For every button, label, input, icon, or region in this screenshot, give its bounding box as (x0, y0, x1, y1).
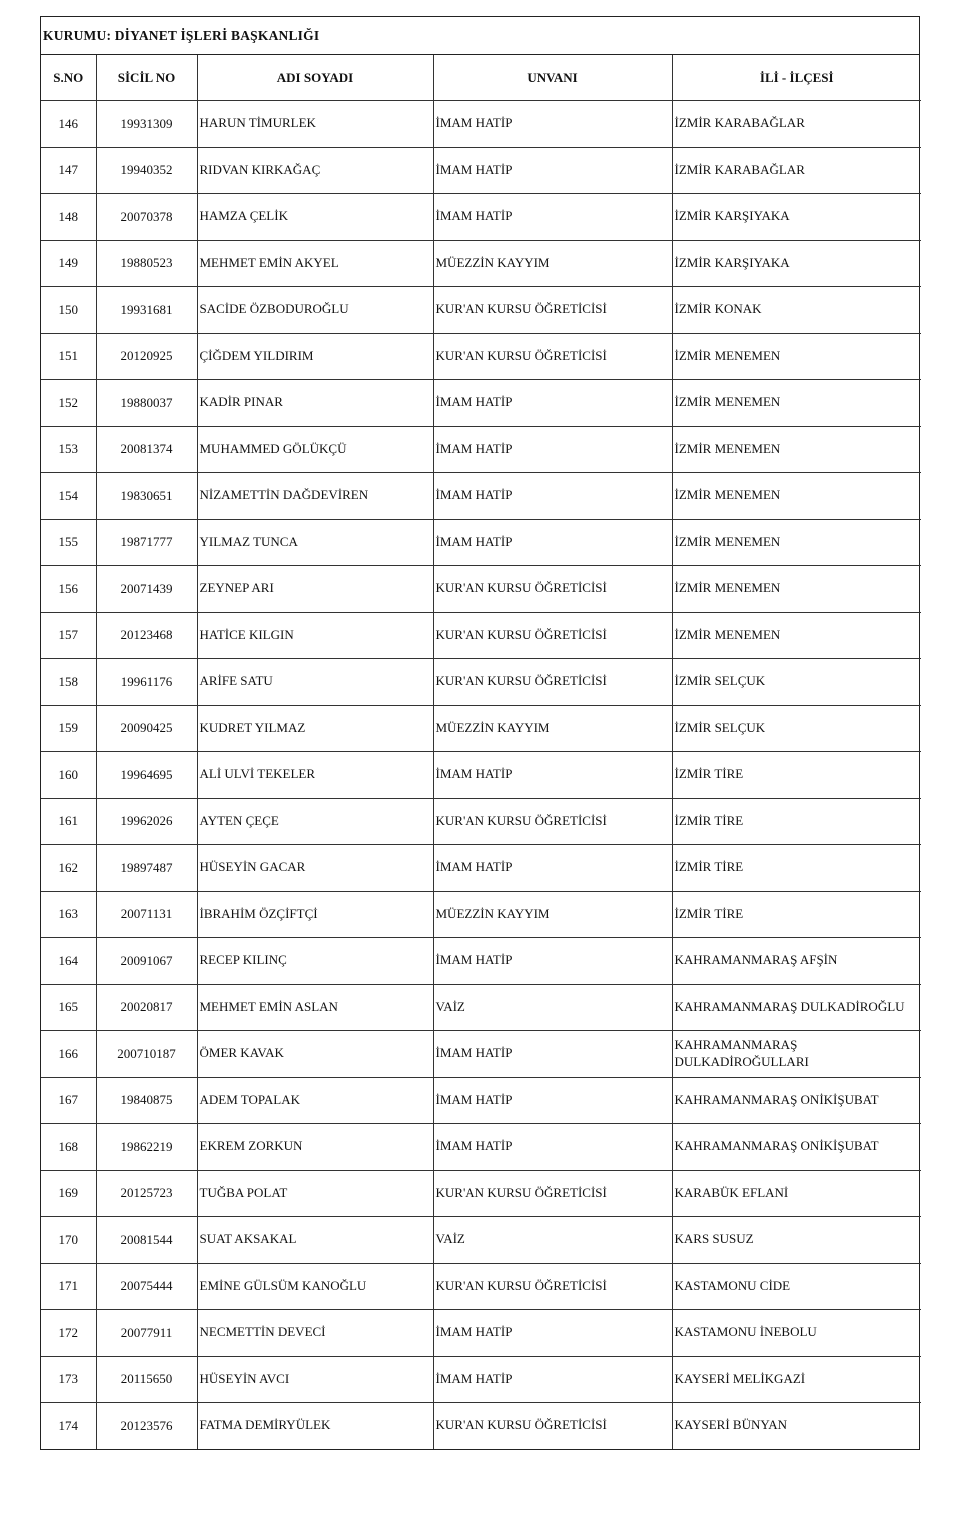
person-name: HAMZA ÇELİK (197, 194, 433, 241)
table-row (41, 1077, 921, 1124)
province-district: KASTAMONU CİDE (672, 1263, 921, 1310)
province-district: İZMİR TİRE (672, 845, 921, 892)
table-row (41, 938, 921, 985)
province-district: KAYSERİ BÜNYAN (672, 1403, 921, 1449)
column-header-sicil: SİCİL NO (96, 55, 197, 101)
job-title: İMAM HATİP (433, 752, 672, 799)
row-number: 160 (41, 752, 96, 799)
registry-number: 19862219 (96, 1124, 197, 1171)
job-title: İMAM HATİP (433, 194, 672, 241)
registry-number: 20071439 (96, 566, 197, 613)
table-row (41, 287, 921, 334)
row-number: 167 (41, 1077, 96, 1124)
job-title: MÜEZZİN KAYYIM (433, 240, 672, 287)
row-number: 162 (41, 845, 96, 892)
province-district: KARS SUSUZ (672, 1217, 921, 1264)
province-district: KARABÜK EFLANİ (672, 1170, 921, 1217)
province-district: İZMİR MENEMEN (672, 380, 921, 427)
table-row (41, 1263, 921, 1310)
province-district: İZMİR MENEMEN (672, 566, 921, 613)
column-header-title: UNVANI (433, 55, 672, 101)
table-header-row (41, 55, 921, 101)
person-name: KADİR PINAR (197, 380, 433, 427)
job-title: KUR'AN KURSU ÖĞRETİCİSİ (433, 1263, 672, 1310)
table-row (41, 1403, 921, 1449)
job-title: KUR'AN KURSU ÖĞRETİCİSİ (433, 333, 672, 380)
row-number: 152 (41, 380, 96, 427)
registry-number: 20071131 (96, 891, 197, 938)
table-row (41, 473, 921, 520)
row-number: 158 (41, 659, 96, 706)
table-row (41, 333, 921, 380)
job-title: İMAM HATİP (433, 1031, 672, 1078)
job-title: İMAM HATİP (433, 1310, 672, 1357)
table-row (41, 240, 921, 287)
person-name: ZEYNEP ARI (197, 566, 433, 613)
table-row (41, 1217, 921, 1264)
registry-number: 19940352 (96, 147, 197, 194)
registry-number: 19931309 (96, 101, 197, 148)
job-title: İMAM HATİP (433, 147, 672, 194)
province-district: İZMİR TİRE (672, 798, 921, 845)
registry-number: 19962026 (96, 798, 197, 845)
personnel-table (41, 55, 921, 1449)
province-district: KASTAMONU İNEBOLU (672, 1310, 921, 1357)
row-number: 155 (41, 519, 96, 566)
institution-title: KURUMU: DİYANET İŞLERİ BAŞKANLIĞI (41, 17, 919, 55)
table-row (41, 566, 921, 613)
registry-number: 20091067 (96, 938, 197, 985)
person-name: FATMA DEMİRYÜLEK (197, 1403, 433, 1449)
registry-number: 20020817 (96, 984, 197, 1031)
job-title: İMAM HATİP (433, 1077, 672, 1124)
registry-number: 19880523 (96, 240, 197, 287)
document-sheet (40, 16, 920, 1450)
row-number: 163 (41, 891, 96, 938)
row-number: 168 (41, 1124, 96, 1171)
person-name: HÜSEYİN AVCI (197, 1356, 433, 1403)
job-title: KUR'AN KURSU ÖĞRETİCİSİ (433, 612, 672, 659)
person-name: TUĞBA POLAT (197, 1170, 433, 1217)
row-number: 172 (41, 1310, 96, 1357)
row-number: 165 (41, 984, 96, 1031)
person-name: AYTEN ÇEÇE (197, 798, 433, 845)
table-row (41, 752, 921, 799)
person-name: SUAT AKSAKAL (197, 1217, 433, 1264)
column-header-place: İLİ - İLÇESİ (672, 55, 921, 101)
province-district: İZMİR MENEMEN (672, 333, 921, 380)
registry-number: 20120925 (96, 333, 197, 380)
job-title: KUR'AN KURSU ÖĞRETİCİSİ (433, 659, 672, 706)
registry-number: 20090425 (96, 705, 197, 752)
registry-number: 19897487 (96, 845, 197, 892)
person-name: ADEM TOPALAK (197, 1077, 433, 1124)
table-row (41, 845, 921, 892)
person-name: NECMETTİN DEVECİ (197, 1310, 433, 1357)
table-row (41, 519, 921, 566)
registry-number: 20077911 (96, 1310, 197, 1357)
row-number: 157 (41, 612, 96, 659)
person-name: HATİCE KILGIN (197, 612, 433, 659)
row-number: 169 (41, 1170, 96, 1217)
person-name: ÇİĞDEM YILDIRIM (197, 333, 433, 380)
row-number: 156 (41, 566, 96, 613)
row-number: 171 (41, 1263, 96, 1310)
province-district: İZMİR MENEMEN (672, 519, 921, 566)
table-row (41, 1310, 921, 1357)
table-body (41, 101, 921, 1449)
person-name: EMİNE GÜLSÜM KANOĞLU (197, 1263, 433, 1310)
job-title: KUR'AN KURSU ÖĞRETİCİSİ (433, 287, 672, 334)
province-district: KAHRAMANMARAŞ DULKADİROĞULLARI (672, 1031, 921, 1078)
table-row (41, 705, 921, 752)
row-number: 154 (41, 473, 96, 520)
registry-number: 19931681 (96, 287, 197, 334)
table-row (41, 1170, 921, 1217)
person-name: YILMAZ TUNCA (197, 519, 433, 566)
registry-number: 19964695 (96, 752, 197, 799)
row-number: 149 (41, 240, 96, 287)
person-name: MEHMET EMİN ASLAN (197, 984, 433, 1031)
registry-number: 20115650 (96, 1356, 197, 1403)
province-district: İZMİR SELÇUK (672, 659, 921, 706)
registry-number: 19840875 (96, 1077, 197, 1124)
province-district: KAHRAMANMARAŞ DULKADİROĞLU (672, 984, 921, 1031)
job-title: İMAM HATİP (433, 426, 672, 473)
province-district: KAHRAMANMARAŞ ONİKİŞUBAT (672, 1077, 921, 1124)
job-title: İMAM HATİP (433, 380, 672, 427)
row-number: 153 (41, 426, 96, 473)
row-number: 146 (41, 101, 96, 148)
table-row (41, 380, 921, 427)
registry-number: 20123576 (96, 1403, 197, 1449)
row-number: 164 (41, 938, 96, 985)
registry-number: 19961176 (96, 659, 197, 706)
table-row (41, 1124, 921, 1171)
table-row (41, 1031, 921, 1078)
person-name: İBRAHİM ÖZÇİFTÇİ (197, 891, 433, 938)
table-row (41, 984, 921, 1031)
registry-number: 20123468 (96, 612, 197, 659)
row-number: 150 (41, 287, 96, 334)
person-name: MEHMET EMİN AKYEL (197, 240, 433, 287)
table-row (41, 891, 921, 938)
person-name: KUDRET YILMAZ (197, 705, 433, 752)
row-number: 151 (41, 333, 96, 380)
province-district: İZMİR KARŞIYAKA (672, 194, 921, 241)
registry-number: 19880037 (96, 380, 197, 427)
row-number: 148 (41, 194, 96, 241)
table-row (41, 147, 921, 194)
table-row (41, 612, 921, 659)
person-name: HARUN TİMURLEK (197, 101, 433, 148)
job-title: İMAM HATİP (433, 938, 672, 985)
person-name: NİZAMETTİN DAĞDEVİREN (197, 473, 433, 520)
person-name: RIDVAN KIRKAĞAÇ (197, 147, 433, 194)
row-number: 173 (41, 1356, 96, 1403)
province-district: İZMİR MENEMEN (672, 426, 921, 473)
job-title: İMAM HATİP (433, 1356, 672, 1403)
row-number: 147 (41, 147, 96, 194)
row-number: 166 (41, 1031, 96, 1078)
person-name: MUHAMMED GÖLÜKÇÜ (197, 426, 433, 473)
person-name: ALİ ULVİ TEKELER (197, 752, 433, 799)
job-title: KUR'AN KURSU ÖĞRETİCİSİ (433, 1403, 672, 1449)
province-district: İZMİR KARŞIYAKA (672, 240, 921, 287)
job-title: VAİZ (433, 984, 672, 1031)
registry-number: 20081544 (96, 1217, 197, 1264)
registry-number: 20125723 (96, 1170, 197, 1217)
registry-number: 19871777 (96, 519, 197, 566)
province-district: KAHRAMANMARAŞ AFŞİN (672, 938, 921, 985)
province-district: İZMİR MENEMEN (672, 612, 921, 659)
column-header-sno: S.NO (41, 55, 96, 101)
registry-number: 20081374 (96, 426, 197, 473)
person-name: SACİDE ÖZBODUROĞLU (197, 287, 433, 334)
table-row (41, 798, 921, 845)
registry-number: 19830651 (96, 473, 197, 520)
province-district: İZMİR KARABAĞLAR (672, 147, 921, 194)
job-title: İMAM HATİP (433, 101, 672, 148)
job-title: MÜEZZİN KAYYIM (433, 705, 672, 752)
registry-number: 20070378 (96, 194, 197, 241)
row-number: 174 (41, 1403, 96, 1449)
row-number: 159 (41, 705, 96, 752)
row-number: 170 (41, 1217, 96, 1264)
person-name: RECEP KILINÇ (197, 938, 433, 985)
table-row (41, 1356, 921, 1403)
province-district: İZMİR TİRE (672, 752, 921, 799)
province-district: İZMİR MENEMEN (672, 473, 921, 520)
job-title: KUR'AN KURSU ÖĞRETİCİSİ (433, 1170, 672, 1217)
table-row (41, 426, 921, 473)
province-district: İZMİR TİRE (672, 891, 921, 938)
province-district: İZMİR KONAK (672, 287, 921, 334)
job-title: VAİZ (433, 1217, 672, 1264)
row-number: 161 (41, 798, 96, 845)
person-name: ARİFE SATU (197, 659, 433, 706)
registry-number: 20075444 (96, 1263, 197, 1310)
table-row (41, 101, 921, 148)
province-district: İZMİR KARABAĞLAR (672, 101, 921, 148)
province-district: KAHRAMANMARAŞ ONİKİŞUBAT (672, 1124, 921, 1171)
registry-number: 200710187 (96, 1031, 197, 1078)
person-name: ÖMER KAVAK (197, 1031, 433, 1078)
column-header-name: ADI SOYADI (197, 55, 433, 101)
person-name: EKREM ZORKUN (197, 1124, 433, 1171)
job-title: KUR'AN KURSU ÖĞRETİCİSİ (433, 798, 672, 845)
table-row (41, 194, 921, 241)
job-title: MÜEZZİN KAYYIM (433, 891, 672, 938)
table-row (41, 659, 921, 706)
job-title: İMAM HATİP (433, 845, 672, 892)
province-district: KAYSERİ MELİKGAZİ (672, 1356, 921, 1403)
job-title: KUR'AN KURSU ÖĞRETİCİSİ (433, 566, 672, 613)
job-title: İMAM HATİP (433, 1124, 672, 1171)
job-title: İMAM HATİP (433, 473, 672, 520)
person-name: HÜSEYİN GACAR (197, 845, 433, 892)
province-district: İZMİR SELÇUK (672, 705, 921, 752)
job-title: İMAM HATİP (433, 519, 672, 566)
